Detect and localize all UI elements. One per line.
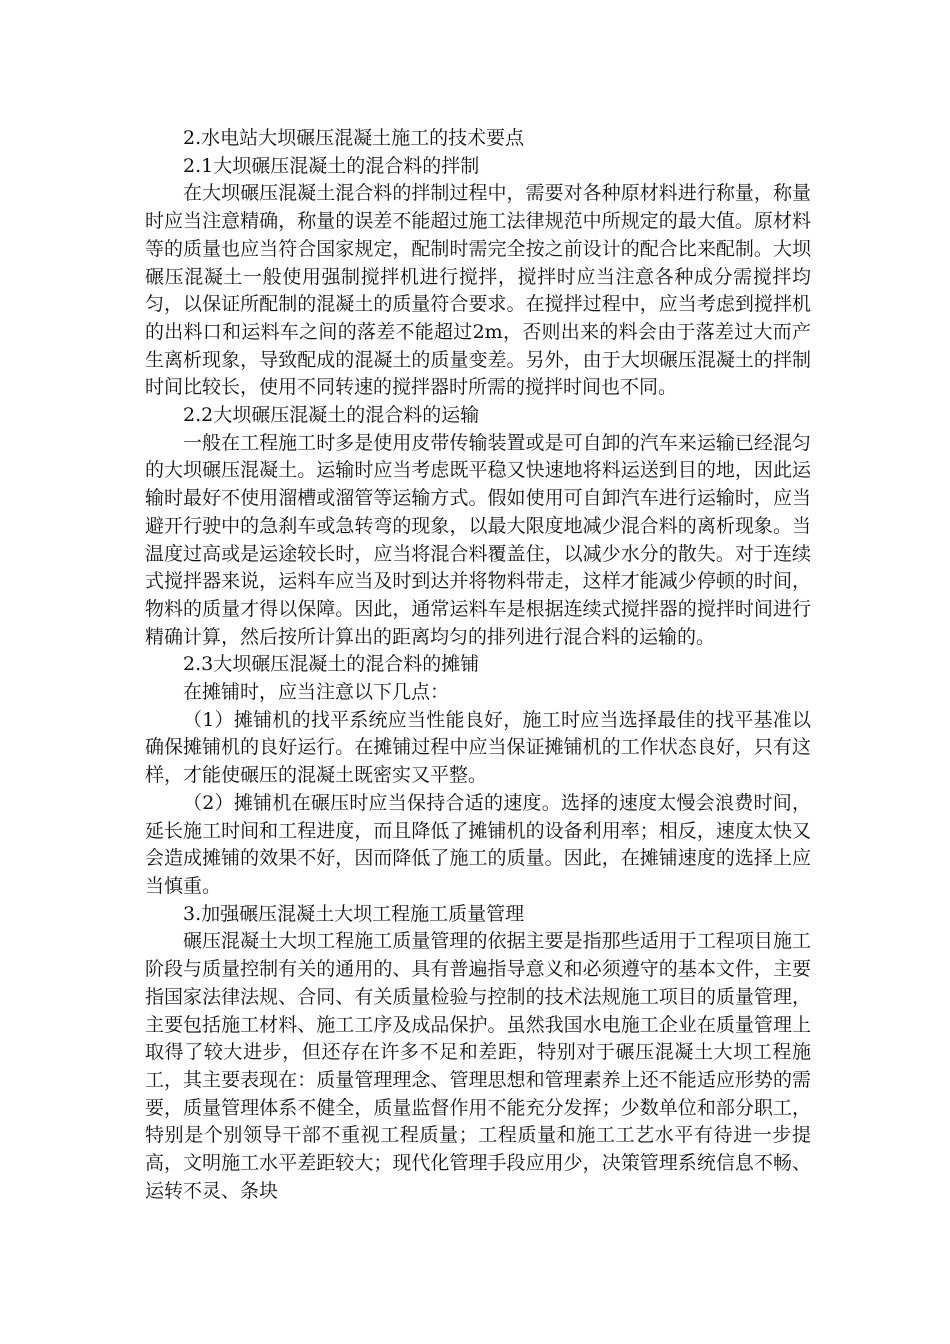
section-heading-2: 2.水电站大坝碾压混凝土施工的技术要点 bbox=[183, 127, 525, 149]
paragraph-paving-point-2: （2）摊铺机在碾压时应当保持合适的速度。选择的速度太慢会浪费时间，延长施工时间和工程进度，而且降低了摊铺机的设备利用率；相反，速度太快又会造成摊铺的效果不好，因而降低了施工的质量。因此，在摊铺速度的选择上应当慎重。 bbox=[145, 791, 811, 897]
subsection-heading-2-3: 2.3大坝碾压混凝土的混合料的摊铺 bbox=[183, 653, 480, 676]
paragraph-quality-management: 碾压混凝土大坝工程施工质量管理的依据主要是指那些适用于工程项目施工阶段与质量控制有关的通用的、具有普遍指导意义和必须遵守的基本文件，主要指国家法律法规、合同、有关质量检验与控制的技术法规施工项目的质量管理，主要包括施工材料、施工工序及成品保护。虽然我国水电施工企业在质量管理上取得了较大进步，但还存在许多不足和差距，特别对于碾压混凝土大坝工程施工，其主要表现在：质量管理理念、管理思想和管理素养上还不能适应形势的需要，质量管理体系不健全，质量监督作用不能充分发挥；少数单位和部分职工，特别是个别领导干部不重视工程质量；工程质量和施工工艺水平有待进一步提高，文明施工水平差距较大；现代化管理手段应用少，决策管理系统信息不畅、运转不灵、条块 bbox=[145, 930, 811, 1202]
paragraph-paving-point-1: （1）摊铺机的找平系统应当性能良好，施工时应当选择最佳的找平基准以确保摊铺机的良好运行。在摊铺过程中应当保证摊铺机的工作状态良好，只有这样，才能使碾压的混凝土既密实又平整。 bbox=[145, 708, 811, 787]
subsection-heading-2-1: 2.1大坝碾压混凝土的混合料的拌制 bbox=[183, 154, 480, 177]
section-heading-3: 3.加强碾压混凝土大坝工程施工质量管理 bbox=[183, 902, 525, 925]
paragraph-paving-intro: 在摊铺时，应当注意以下几点： bbox=[183, 681, 450, 704]
document-body bbox=[145, 125, 811, 1205]
subsection-heading-2-2: 2.2大坝碾压混凝土的混合料的运输 bbox=[183, 404, 480, 427]
paragraph-mixing: 在大坝碾压混凝土混合料的拌制过程中，需要对各种原材料进行称量，称量时应当注意精确，称量的误差不能超过施工法律规范中所规定的最大值。原材料等的质量也应当符合国家规定，配制时需完全按之前设计的配合比来配制。大坝碾压混凝土一般使用强制搅拌机进行搅拌，搅拌时应当注意各种成分需搅拌均匀，以保证所配制的混凝土的质量符合要求。在搅拌过程中，应当考虑到搅拌机的出料口和运料车之间的落差不能超过2m，否则出来的料会由于落差过大而产生离析现象，导致配成的混凝土的质量变差。另外，由于大坝碾压混凝土的拌制时间比较长，使用不同转速的搅拌器时所需的搅拌时间也不同。 bbox=[145, 182, 811, 399]
paragraph-transport: 一般在工程施工时多是使用皮带传输装置或是可自卸的汽车来运输已经混匀的大坝碾压混凝土。运输时应当考虑既平稳又快速地将料运送到目的地，因此运输时最好不使用溜槽或溜管等运输方式。假如使用可自卸汽车进行运输时，应当避开行驶中的急刹车或急转弯的现象，以最大限度地减少混合料的离析现象。当温度过高或是运途较长时，应当将混合料覆盖住，以减少水分的散失。对于连续式搅拌器来说，运料车应当及时到达并将物料带走，这样才能减少停顿的时间，物料的质量才得以保障。因此，通常运料车是根据连续式搅拌器的搅拌时间进行精确计算，然后按所计算出的距离均匀的排列进行混合料的运输的。 bbox=[145, 431, 811, 648]
